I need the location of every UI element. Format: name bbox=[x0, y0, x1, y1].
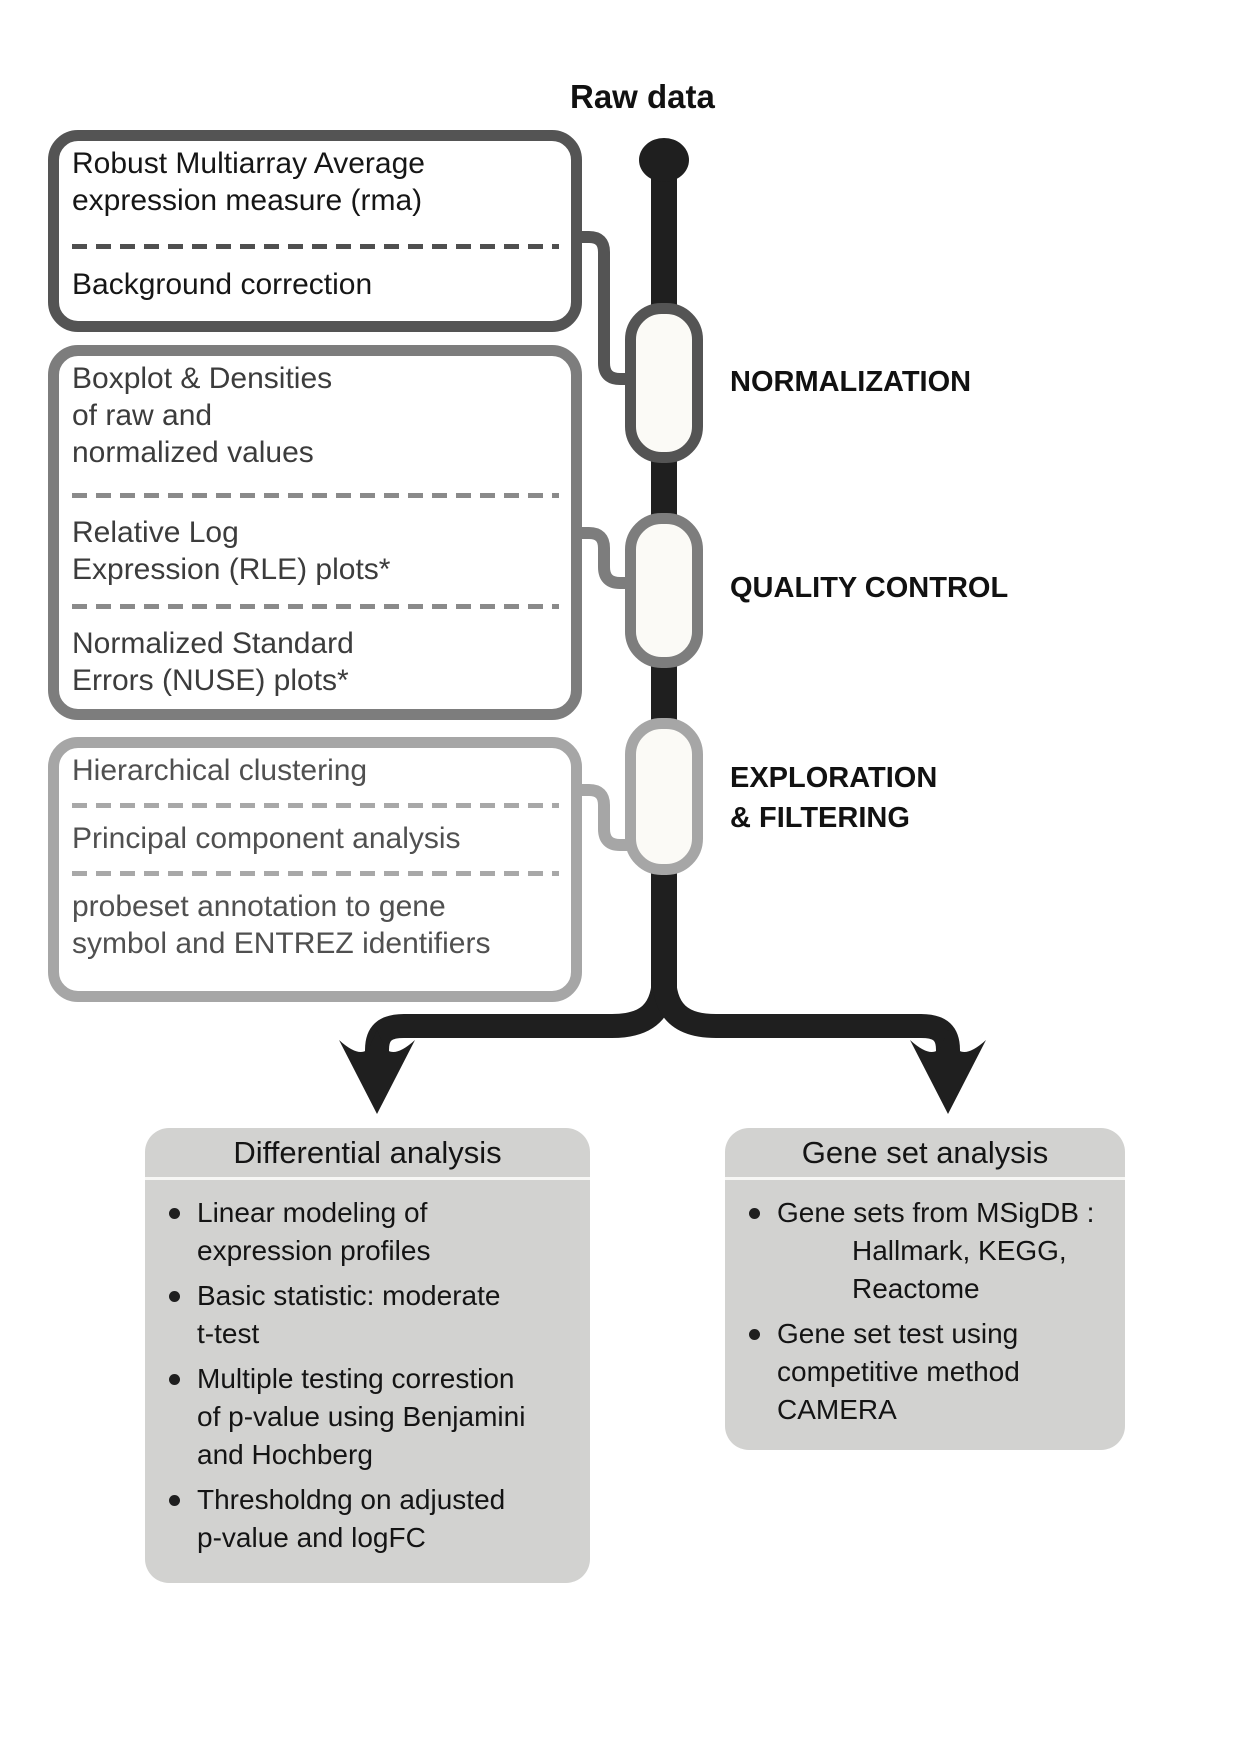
stage-node-normalization bbox=[631, 309, 698, 458]
bullet-text: Gene set test using bbox=[777, 1318, 1019, 1349]
stage-node-exploration bbox=[631, 724, 698, 870]
box-qc-line: Normalized Standard bbox=[72, 627, 354, 660]
list-item bbox=[169, 1481, 580, 1557]
box-exp-line: Principal component analysis bbox=[72, 822, 461, 855]
list-item bbox=[169, 1277, 580, 1353]
stage-label-exploration-line2: & FILTERING bbox=[730, 802, 910, 834]
arrowhead-right-icon bbox=[910, 1030, 986, 1114]
box-gene-set-analysis bbox=[725, 1128, 1125, 1450]
bullet-text: Linear modeling of bbox=[197, 1197, 428, 1228]
branch-right-arm bbox=[664, 975, 948, 1058]
bullet-text: competitive method bbox=[777, 1356, 1020, 1387]
box-qc-line: normalized values bbox=[72, 436, 314, 469]
box-qc-line: Errors (NUSE) plots* bbox=[72, 664, 349, 697]
box-differential-analysis bbox=[145, 1128, 590, 1583]
arrowhead-left-icon bbox=[339, 1030, 415, 1114]
stage-label-normalization: NORMALIZATION bbox=[730, 366, 972, 398]
box-exploration-methods bbox=[48, 737, 582, 1002]
raw-data-label: Raw data bbox=[570, 78, 715, 115]
box-exp-line: symbol and ENTREZ identifiers bbox=[72, 927, 491, 960]
bullet-icon bbox=[169, 1495, 180, 1506]
dashed-divider bbox=[72, 244, 559, 249]
bullet-text: Reactome bbox=[852, 1273, 980, 1304]
bullet-text: Gene sets from MSigDB : bbox=[777, 1197, 1095, 1228]
connector-normalization bbox=[574, 237, 630, 379]
box-exp-line: Hierarchical clustering bbox=[72, 754, 368, 787]
box-norm-line: Robust Multiarray Average bbox=[72, 147, 425, 180]
bullet-text: t-test bbox=[197, 1318, 260, 1349]
bullet-text: Multiple testing correstion bbox=[197, 1363, 515, 1394]
bullet-text: Basic statistic: moderate bbox=[197, 1280, 501, 1311]
dashed-divider bbox=[72, 803, 559, 808]
list-item bbox=[749, 1315, 1115, 1429]
bullet-text: Hallmark, KEGG, bbox=[852, 1235, 1067, 1266]
box-qc-line: of raw and bbox=[72, 399, 213, 432]
bullet-text: CAMERA bbox=[777, 1394, 897, 1425]
differential-analysis-title: Differential analysis bbox=[145, 1128, 590, 1180]
list-item bbox=[169, 1194, 580, 1270]
bullet-icon bbox=[169, 1208, 180, 1219]
bullet-text: expression profiles bbox=[197, 1235, 431, 1266]
box-norm-line: expression measure (rma) bbox=[72, 184, 423, 217]
box-norm-line: Background correction bbox=[72, 268, 373, 301]
box-exp-line: probeset annotation to gene bbox=[72, 890, 446, 923]
stage-node-quality-control bbox=[631, 519, 698, 663]
raw-data-node-dot bbox=[639, 138, 689, 182]
bullet-icon bbox=[169, 1291, 180, 1302]
stage-label-exploration bbox=[730, 758, 937, 838]
stage-label-quality-control: QUALITY CONTROL bbox=[730, 572, 1009, 604]
box-quality-control-methods bbox=[48, 345, 582, 720]
bullet-text: Thresholdng on adjusted bbox=[197, 1484, 506, 1515]
dashed-divider bbox=[72, 604, 559, 609]
box-normalization-methods bbox=[48, 130, 582, 332]
connector-exploration bbox=[574, 790, 630, 845]
list-item bbox=[169, 1360, 580, 1474]
box-qc-line: Expression (RLE) plots* bbox=[72, 553, 391, 586]
gene-set-analysis-title: Gene set analysis bbox=[725, 1128, 1125, 1180]
stage-label-exploration-line1: EXPLORATION bbox=[730, 762, 938, 794]
bullet-icon bbox=[169, 1374, 180, 1385]
bullet-text: of p-value using Benjamini bbox=[197, 1401, 526, 1432]
dashed-divider bbox=[72, 493, 559, 498]
dashed-divider bbox=[72, 871, 559, 876]
bullet-icon bbox=[749, 1208, 760, 1219]
list-item bbox=[749, 1194, 1115, 1308]
box-qc-line: Boxplot & Densities bbox=[72, 362, 333, 395]
bullet-text: and Hochberg bbox=[197, 1439, 373, 1470]
box-qc-line: Relative Log bbox=[72, 516, 239, 549]
connector-quality-control bbox=[574, 533, 630, 583]
bullet-text: p-value and logFC bbox=[197, 1522, 426, 1553]
bullet-icon bbox=[749, 1329, 760, 1340]
